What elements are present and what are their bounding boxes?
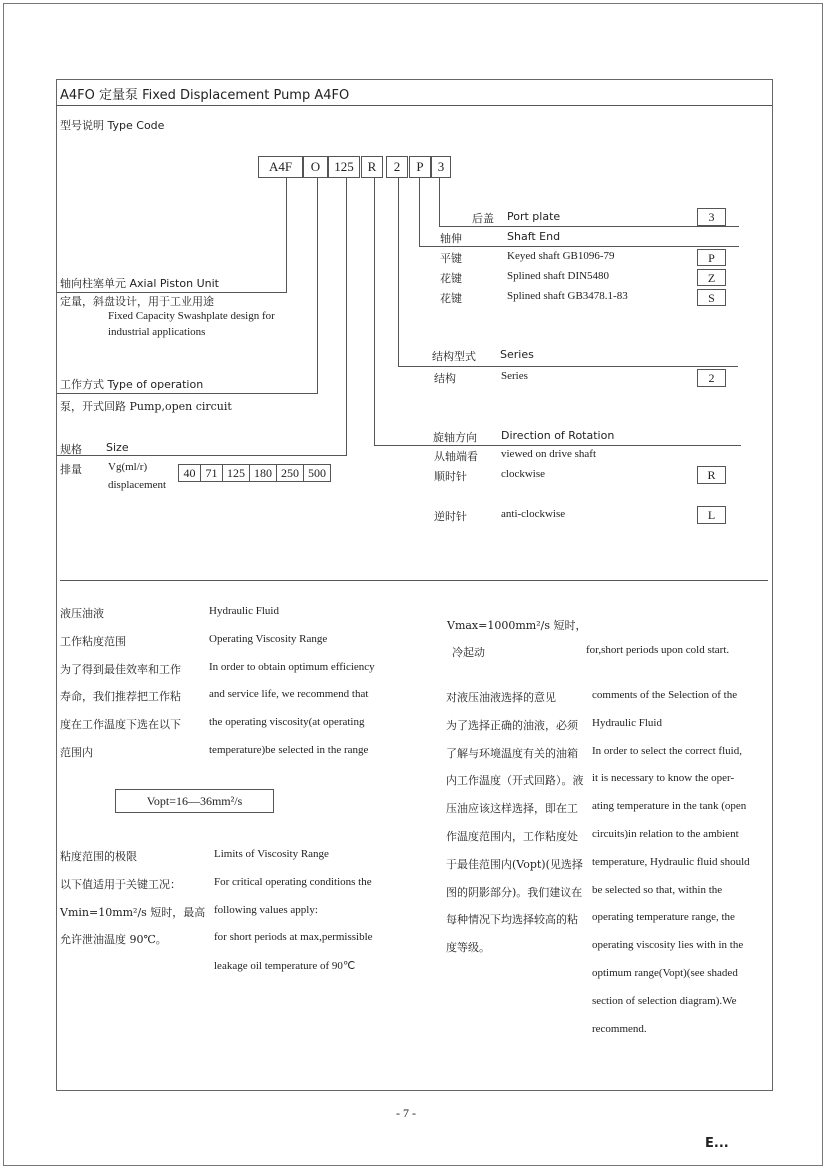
leader-series xyxy=(398,178,399,366)
selection-en-line: section of selection diagram).We xyxy=(592,994,737,1007)
series-row-zh: 结构 xyxy=(434,372,456,385)
size-value: 40 xyxy=(178,464,201,482)
series-row-en: Series xyxy=(501,370,528,382)
limits-zh-line: Vmin=10mm²/s 短时，最高 xyxy=(60,905,206,919)
selection-en-line: In order to select the correct fluid, xyxy=(592,744,742,757)
limits-en-line: for short periods at max,permissible xyxy=(214,931,373,944)
vmax-line: Vmax=1000mm²/s 短时， xyxy=(447,619,587,632)
type-code-heading: 型号说明 Type Code xyxy=(60,119,165,132)
code-cell-operation: O xyxy=(303,156,328,178)
limits-en-column xyxy=(214,848,414,987)
port-plate-en: Port plate xyxy=(507,210,561,223)
cold-start-en: for,short periods upon cold start. xyxy=(586,644,730,656)
shaft-option-code: P xyxy=(697,249,726,266)
series-heading-zh: 结构型式 xyxy=(432,350,476,363)
shaft-option-zh: 花键 xyxy=(440,292,462,305)
series-heading-en: Series xyxy=(500,348,534,361)
shaft-option-en: Splined shaft GB3478.1-83 xyxy=(507,290,628,302)
fluid-zh-line: 为了得到最佳效率和工作 xyxy=(60,662,181,676)
limits-zh-column xyxy=(60,848,206,959)
fluid-zh-line: 寿命，我们推荐把工作粘 xyxy=(60,690,181,704)
axial-unit-en1: Fixed Capacity Swashplate design for xyxy=(108,310,275,322)
fluid-zh-line: 范围内 xyxy=(60,745,93,759)
leader-shaft xyxy=(419,178,420,247)
page-title: A4FO 定量泵 Fixed Displacement Pump A4FO xyxy=(60,88,350,103)
leader-port xyxy=(439,178,440,227)
selection-en-line: Hydraulic Fluid xyxy=(592,716,662,729)
selection-zh-column xyxy=(446,689,582,967)
code-cell-rotation: R xyxy=(361,156,383,178)
selection-en-line: temperature, Hydraulic fluid should xyxy=(592,855,750,868)
selection-en-line: comments of the Selection of the xyxy=(592,689,738,701)
rotation-option-code: R xyxy=(697,466,726,484)
vopt-box: Vopt=16—36mm²/s xyxy=(115,789,274,813)
shaft-option-code: S xyxy=(697,289,726,306)
axial-unit-label: 轴向柱塞单元 Axial Piston Unit xyxy=(60,277,219,290)
leader-rotation xyxy=(374,178,375,446)
footer-mark: E... xyxy=(705,1136,729,1151)
displacement-vg: Vg(ml/r) xyxy=(108,461,148,473)
axial-unit-zh: 定量，斜盘设计，用于工业用途 xyxy=(60,295,214,308)
size-value: 180 xyxy=(249,464,277,482)
code-cell-port: 3 xyxy=(431,156,451,178)
shaft-option-en: Splined shaft DIN5480 xyxy=(507,270,610,282)
fluid-en-line: the operating viscosity(at operating xyxy=(209,716,365,729)
size-heading-en: Size xyxy=(106,441,129,454)
code-cell-size: 125 xyxy=(328,156,360,178)
limits-en-line: For critical operating conditions the xyxy=(214,875,372,888)
fluid-en-column xyxy=(209,605,409,772)
size-rule xyxy=(57,455,347,456)
size-heading-zh: 规格 xyxy=(60,443,82,456)
fluid-zh-column xyxy=(60,605,195,772)
selection-zh-line: 了解与环境温度有关的油箱 xyxy=(446,746,578,760)
shaft-option-zh: 花键 xyxy=(440,272,462,285)
selection-en-line: it is necessary to know the oper- xyxy=(592,772,735,785)
operation-rule xyxy=(57,393,318,394)
axial-unit-en2: industrial applications xyxy=(108,326,206,338)
size-value: 125 xyxy=(222,464,250,482)
code-cell-version: 2 xyxy=(386,156,408,178)
fluid-en-line: In order to obtain optimum efficiency xyxy=(209,660,375,673)
operation-value: 泵，开式回路 Pump,open circuit xyxy=(60,400,232,413)
rotation-view-zh: 从轴端看 xyxy=(434,450,478,463)
shaft-end-zh: 轴伸 xyxy=(440,232,462,245)
size-value: 500 xyxy=(303,464,331,482)
selection-en-column xyxy=(592,689,768,1050)
limits-en-line: leakage oil temperature of 90℃ xyxy=(214,960,356,973)
shaft-option-code: Z xyxy=(697,269,726,286)
header-rule xyxy=(56,105,772,106)
selection-zh-line: 压油应该这样选择，即在工 xyxy=(446,802,578,816)
rotation-heading-en: Direction of Rotation xyxy=(501,429,615,442)
port-rule xyxy=(439,226,739,227)
size-value: 71 xyxy=(200,464,223,482)
selection-zh-line: 为了选择正确的油液，必须 xyxy=(446,718,578,732)
fluid-en-line: temperature)be selected in the range xyxy=(209,743,369,756)
series-rule xyxy=(398,366,738,367)
selection-en-line: optimum range(Vopt)(see shaded xyxy=(592,966,738,979)
section-divider xyxy=(60,580,768,581)
rotation-rule xyxy=(374,445,741,446)
operation-label: 工作方式 Type of operation xyxy=(60,378,204,391)
displacement-zh: 排量 xyxy=(60,463,82,476)
rotation-option-code: L xyxy=(697,506,726,524)
shaft-rule xyxy=(419,246,739,247)
leader-size xyxy=(346,178,347,455)
code-cell-series: A4F xyxy=(258,156,303,178)
selection-zh-line: 于最佳范围内(Vopt)(见选择 xyxy=(446,857,583,871)
rotation-option-zh: 顺时针 xyxy=(434,470,467,483)
limits-zh-line: 粘度范围的极限 xyxy=(60,850,137,863)
selection-zh-line: 作温度范围内，工作粘度处 xyxy=(446,829,578,843)
selection-en-line: operating viscosity lies with in the xyxy=(592,939,744,952)
rotation-option-zh: 逆时针 xyxy=(434,510,467,523)
shaft-option-zh: 平键 xyxy=(440,252,462,265)
fluid-zh-line: 度在工作温度下选在以下 xyxy=(60,718,181,732)
fluid-zh-line: 液压油液 xyxy=(60,607,104,620)
rotation-option-en: anti-clockwise xyxy=(501,508,566,520)
selection-en-line: operating temperature range, the xyxy=(592,911,735,924)
code-cell-shaft: P xyxy=(409,156,431,178)
limits-zh-line: 以下值适用于关键工况： xyxy=(60,877,181,891)
fluid-zh-line: 工作粘度范围 xyxy=(60,634,126,648)
leader-axial xyxy=(286,178,287,293)
selection-zh-line: 图的阴影部分)。我们建议在 xyxy=(446,885,583,899)
selection-zh-line: 内工作温度（开式回路）。液 xyxy=(446,774,584,788)
port-plate-zh: 后盖 xyxy=(472,212,494,225)
shaft-end-en: Shaft End xyxy=(507,230,561,243)
limits-en-line: Limits of Viscosity Range xyxy=(214,848,329,860)
rotation-option-en: clockwise xyxy=(501,468,545,480)
displacement-en: displacement xyxy=(108,479,167,491)
selection-en-line: ating temperature in the tank (open xyxy=(592,800,747,813)
fluid-en-line: and service life, we recommend that xyxy=(209,688,369,701)
leader-operation xyxy=(317,178,318,394)
port-plate-code: 3 xyxy=(697,208,726,226)
cold-start-zh: 冷起动 xyxy=(452,646,485,659)
limits-zh-line: 允许泄油温度 90℃。 xyxy=(60,933,167,947)
fluid-en-line: Hydraulic Fluid xyxy=(209,605,279,617)
rotation-view-en: viewed on drive shaft xyxy=(501,448,596,460)
rotation-heading-zh: 旋轴方向 xyxy=(433,431,477,444)
series-code: 2 xyxy=(697,369,726,387)
size-value: 250 xyxy=(276,464,304,482)
shaft-option-en: Keyed shaft GB1096-79 xyxy=(507,250,615,262)
selection-en-line: circuits)in relation to the ambient xyxy=(592,827,739,840)
selection-zh-line: 每种情况下均选择较高的粘 xyxy=(446,913,578,927)
selection-zh-line: 对液压油液选择的意见 xyxy=(446,691,556,704)
selection-en-line: recommend. xyxy=(592,1022,647,1035)
selection-zh-line: 度等级。 xyxy=(446,941,490,955)
page-number: - 7 - xyxy=(396,1106,416,1120)
selection-en-line: be selected so that, within the xyxy=(592,883,723,896)
fluid-en-line: Operating Viscosity Range xyxy=(209,632,328,645)
limits-en-line: following values apply: xyxy=(214,903,318,916)
